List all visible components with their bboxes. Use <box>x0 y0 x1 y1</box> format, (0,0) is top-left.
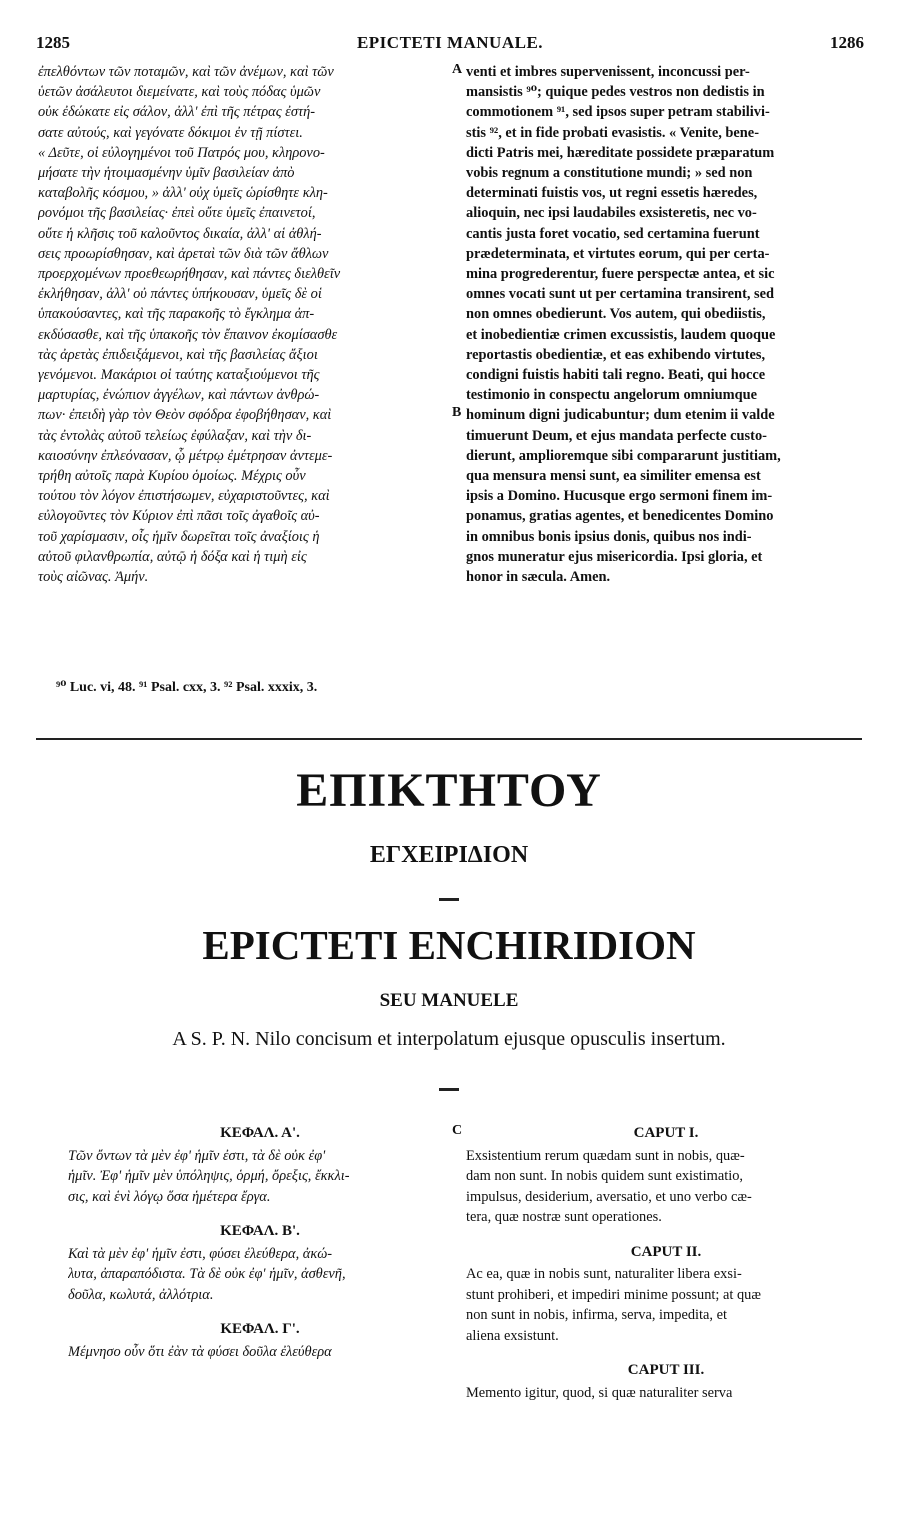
latin-text-line: non omnes obedierunt. Vos autem, qui obediistis, <box>466 306 766 323</box>
greek-text-line: ρονόμοι τῆς βασιλείας· ἐπεὶ οὔτε ὑμεῖς ἐπαινετοί, <box>38 205 316 222</box>
chapter-heading: CAPUT II. <box>630 1243 702 1260</box>
greek-chapter-line: δοῦλα, κωλυτά, ἀλλότρια. <box>68 1286 214 1303</box>
latin-chapter-line: stunt prohiberi, et impediri minime possunt; at quæ <box>466 1286 761 1303</box>
greek-text-line: τούτου τὸν λόγον ἐπιστήσωμεν, εὐχαριστοῦντες, καὶ <box>38 488 330 505</box>
section-divider <box>36 738 862 740</box>
page-number-right: 1286 <box>830 33 864 52</box>
greek-text-line: τοὺς αἰῶνας. Ἀμήν. <box>38 569 149 586</box>
greek-chapter-line: ἡμῖν. Ἐφ' ἡμῖν μὲν ὑπόληψις, ὁρμή, ὄρεξις, ἔκκλι- <box>68 1168 350 1184</box>
margin-letter-c: C <box>452 1123 463 1138</box>
latin-chapter-line: Ac ea, quæ in nobis sunt, naturaliter libera exsi- <box>466 1266 742 1282</box>
latin-text-line: et inobedientiæ crimen excussistis, laudem quoque <box>466 326 776 343</box>
greek-chapter-line: σις, καὶ ἑνὶ λόγῳ ὅσα ἡμέτερα ἔργα. <box>68 1188 271 1205</box>
latin-chapters-column <box>466 1123 866 1417</box>
greek-text-line: μήσατε τὴν ἡτοιμασμένην ὑμῖν βασιλείαν ἀπὸ <box>38 165 295 182</box>
latin-text-line: cantis justa foret vocatio, sed certamina fuerunt <box>466 225 760 242</box>
greek-text-line: ἐκλήθησαν, ἀλλ' οὐ πάντες ὑπήκουσαν, ὑμεῖς δὲ οἱ <box>38 286 322 303</box>
greek-chapter-line: Μέμνησο οὖν ὅτι ἐὰν τὰ φύσει δοῦλα ἐλεύθερα <box>68 1343 332 1360</box>
greek-title: ΕΠΙΚΤΗΤΟΥ <box>296 764 602 817</box>
latin-text-line: in omnibus bonis ipsius donis, quibus nos indi- <box>466 528 752 545</box>
greek-chapters-column <box>68 1123 452 1376</box>
greek-chapter-line: Καὶ τὰ μὲν ἐφ' ἡμῖν ἐστι, φύσει ἐλεύθερα, ἀκώ- <box>68 1245 333 1262</box>
greek-text-line: σεις προωρίσθησαν, καὶ ἀρεταὶ τῶν διὰ τῶν ἄθλων <box>38 245 329 262</box>
latin-text-line: qua mensura mensi sunt, ea similiter emensa est <box>466 468 761 485</box>
chapter-text <box>68 1342 452 1363</box>
greek-text-line: πων· ἐπειδὴ γὰρ τὸν Θεὸν σφόδρα ἐφοβήθησαν, καὶ <box>38 407 332 424</box>
greek-text-line: μαρτυρίας, ἐνώπιον ἀγγέλων, καὶ πάντων ἀνθρώ- <box>38 387 320 404</box>
greek-text-line: εκδύσασθε, καὶ τῆς ὑπακοῆς τὸν ἔπαινον ἐκομίσασθε <box>38 326 338 343</box>
latin-subtitle: SEU MANUELE <box>379 990 519 1011</box>
latin-text-line: prædeterminata, et virtutes eorum, qui per certa- <box>466 245 770 262</box>
latin-text-lines <box>466 62 866 587</box>
latin-title: EPICTETI ENCHIRIDION <box>202 922 696 968</box>
latin-text-line: alioquin, nec ipsi laudabiles exsisteretis, nec vo- <box>466 205 757 222</box>
greek-text-line: τρήθη αὐτοῖς παρὰ Κυρίου ὁμοίως. Μέχρις οὖν <box>38 468 306 485</box>
chapter-text <box>466 1264 866 1346</box>
chapter-text <box>68 1244 452 1306</box>
latin-text-line: gnos muneratur ejus misericordia. Ipsi gloria, et <box>466 548 763 565</box>
latin-text-line: omnes vocati sunt ut per certamina transirent, sed <box>466 286 775 303</box>
chapter-block <box>466 1360 866 1403</box>
chapter-heading: ΚΕΦΑΛ. Β'. <box>220 1223 300 1239</box>
greek-text-line: οὐκ ἐδώκατε εἰς σάλον, ἀλλ' ἐπὶ τῆς πέτρας ἐστή- <box>38 104 316 121</box>
latin-text-line: hominum digni judicabuntur; dum etenim ii valde <box>466 407 775 424</box>
margin-letter-b: B <box>452 405 462 420</box>
latin-text-line: dicti Patris mei, hæreditate possidete præparatum <box>466 144 775 161</box>
greek-chapter-line: Τῶν ὄντων τὰ μὲν ἐφ' ἡμῖν ἐστι, τὰ δὲ οὐκ ἐφ' <box>68 1147 326 1164</box>
greek-text-line: τὰς ἀρετὰς ἐπιδειξάμενοι, καὶ τῆς βασιλείας ἄξιοι <box>38 346 318 363</box>
chapter-text <box>466 1146 866 1228</box>
chapter-block <box>68 1123 452 1207</box>
greek-text-line: εὐλογοῦντες τὸν Κύριον ἐπὶ πᾶσι τοῖς ἀγαθοῖς αὐ- <box>38 508 320 525</box>
greek-subtitle: ΕΓΧΕΙΡΙΔΙΟΝ <box>369 842 529 868</box>
latin-text-line: condigni fuistis habiti tali regno. Beati, qui hocce <box>466 367 766 384</box>
title-dash-lower <box>36 1078 862 1096</box>
greek-text-line: προερχομένων προεθεωρήθησαν, καὶ πάντες διελθεῖν <box>38 266 341 283</box>
chapter-text <box>68 1146 452 1208</box>
latin-chapter-line: non sunt in nobis, infirma, serva, impedita, et <box>466 1307 727 1323</box>
title-dash <box>36 888 862 906</box>
latin-text-line: timuerunt Deum, et ejus mandata perfecte custo- <box>466 427 767 444</box>
greek-column-top <box>38 62 452 587</box>
chapter-heading: CAPUT III. <box>627 1362 705 1378</box>
greek-text-line: καιοσύνην ἐπλεόνασαν, ᾧ μέτρῳ ἐμέτρησαν ἀντεμε- <box>38 447 333 464</box>
latin-text-line: vobis regnum a constitutione mundi; » sed non <box>466 165 753 182</box>
chapter-block <box>466 1123 866 1228</box>
latin-chapter-line: tera, quæ nostræ sunt operationes. <box>466 1209 662 1225</box>
chapter-block <box>466 1242 866 1347</box>
latin-text-line: testimonio in conspectu angelorum omniumque <box>466 387 758 404</box>
margin-letter-a: A <box>452 62 463 77</box>
latin-chapter-line: aliena exsistunt. <box>466 1327 559 1344</box>
greek-text-line: καταβολῆς κόσμου, » ἀλλ' οὐχ ὑμεῖς ὡρίσθητε κλη- <box>38 185 328 202</box>
latin-text-line: dierunt, amplioremque sibi compararunt justitiam, <box>466 447 781 464</box>
greek-chapter-line: λυτα, ἀπαραπόδιστα. Τὰ δὲ οὐκ ἐφ' ἡμῖν, ἀσθενῆ, <box>68 1266 346 1282</box>
running-title: EPICTETI MANUALE. <box>356 33 544 52</box>
chapter-heading: ΚΕΦΑΛ. Γ'. <box>220 1321 300 1337</box>
running-header <box>36 33 864 57</box>
latin-text-line: mansistis ⁹⁰; quique pedes vestros non dedistis in <box>466 84 765 101</box>
greek-text-line: αὐτοῦ φιλανθρωπία, αὐτῷ ἡ δόξα καὶ ἡ τιμὴ εἰς <box>38 548 307 565</box>
latin-text-line: venti et imbres supervenissent, inconcussi per- <box>466 64 750 80</box>
chapter-block <box>68 1319 452 1362</box>
latin-text-line: commotionem ⁹¹, sed ipsos super petram stabilivi- <box>466 104 770 121</box>
greek-text-line: « Δεῦτε, οἱ εὐλογημένοι τοῦ Πατρός μου, κληρονο- <box>38 144 325 161</box>
greek-text-line: ὑετῶν ἀσάλευτοι διεμείνατε, καὶ τοὺς πόδας ὑμῶν <box>38 84 321 101</box>
footnotes: ⁹⁰ Luc. vi, 48. ⁹¹ Psal. cxx, 3. ⁹² Psal. xxxix, 3. <box>56 680 318 695</box>
greek-text-line: τοῦ χαρίσμασιν, οἷς ἡμῖν δωρεῖται τοῖς ἀναξίοις ἡ <box>38 528 320 545</box>
page-number-left: 1285 <box>36 33 70 52</box>
latin-chapter-line: dam non sunt. In nobis quidem sunt existimatio, <box>466 1168 744 1184</box>
greek-text-line: σατε αὐτούς, καὶ γεγόνατε δόκιμοι ἐν τῇ πίστει. <box>38 124 303 141</box>
greek-text-line: ἐπελθόντων τῶν ποταμῶν, καὶ τῶν ἀνέμων, καὶ τῶν <box>38 64 334 80</box>
latin-text-line: stis ⁹², et in fide probati evasistis. « Venite, bene- <box>466 124 759 141</box>
chapter-heading: CAPUT I. <box>633 1125 699 1141</box>
chapter-heading: ΚΕΦΑΛ. Α'. <box>220 1125 300 1141</box>
latin-text-line: determinati fuistis vos, ut regni essetis hæredes, <box>466 185 758 202</box>
latin-text-line: ipsis a Domino. Hucusque ergo sermoni finem im- <box>466 488 773 505</box>
greek-text-lines <box>38 62 452 587</box>
greek-text-line: οὔτε ἡ κλῆσις τοῦ καλοῦντος δικαία, ἀλλ' αἱ ἀθλή- <box>38 225 322 242</box>
greek-text-line: ὑπακούσαντες, καὶ τῆς παρακοῆς τὸ ἔγκλημα ἀπ- <box>38 306 315 323</box>
latin-chapter-line: impulsus, desiderium, aversatio, et uno verbo cæ- <box>466 1188 752 1205</box>
attribution-line: A S. P. N. Nilo concisum et interpolatum ejusque opusculis insertum. <box>172 1028 726 1050</box>
chapter-text <box>466 1383 866 1404</box>
latin-chapter-line: Exsistentium rerum quædam sunt in nobis, quæ- <box>466 1147 745 1164</box>
chapter-block <box>68 1221 452 1305</box>
latin-column-top <box>466 62 866 587</box>
greek-text-line: γενόμενοι. Μακάριοι οἱ ταύτης καταξιούμενοι τῆς <box>38 367 320 384</box>
latin-chapter-line: Memento igitur, quod, si quæ naturaliter serva <box>466 1384 733 1401</box>
latin-text-line: honor in sæcula. Amen. <box>466 569 611 586</box>
greek-text-line: τὰς ἐντολὰς αὐτοῦ τελείως ἐφύλαξαν, καὶ τὴν δι- <box>38 427 312 444</box>
latin-text-line: mina progrederentur, fuere perspectæ antea, et sic <box>466 266 775 283</box>
latin-text-line: reportastis obedientiæ, et eas exhibendo virtutes, <box>466 346 766 363</box>
latin-text-line: ponamus, gratias agentes, et benedicentes Domino <box>466 508 774 525</box>
